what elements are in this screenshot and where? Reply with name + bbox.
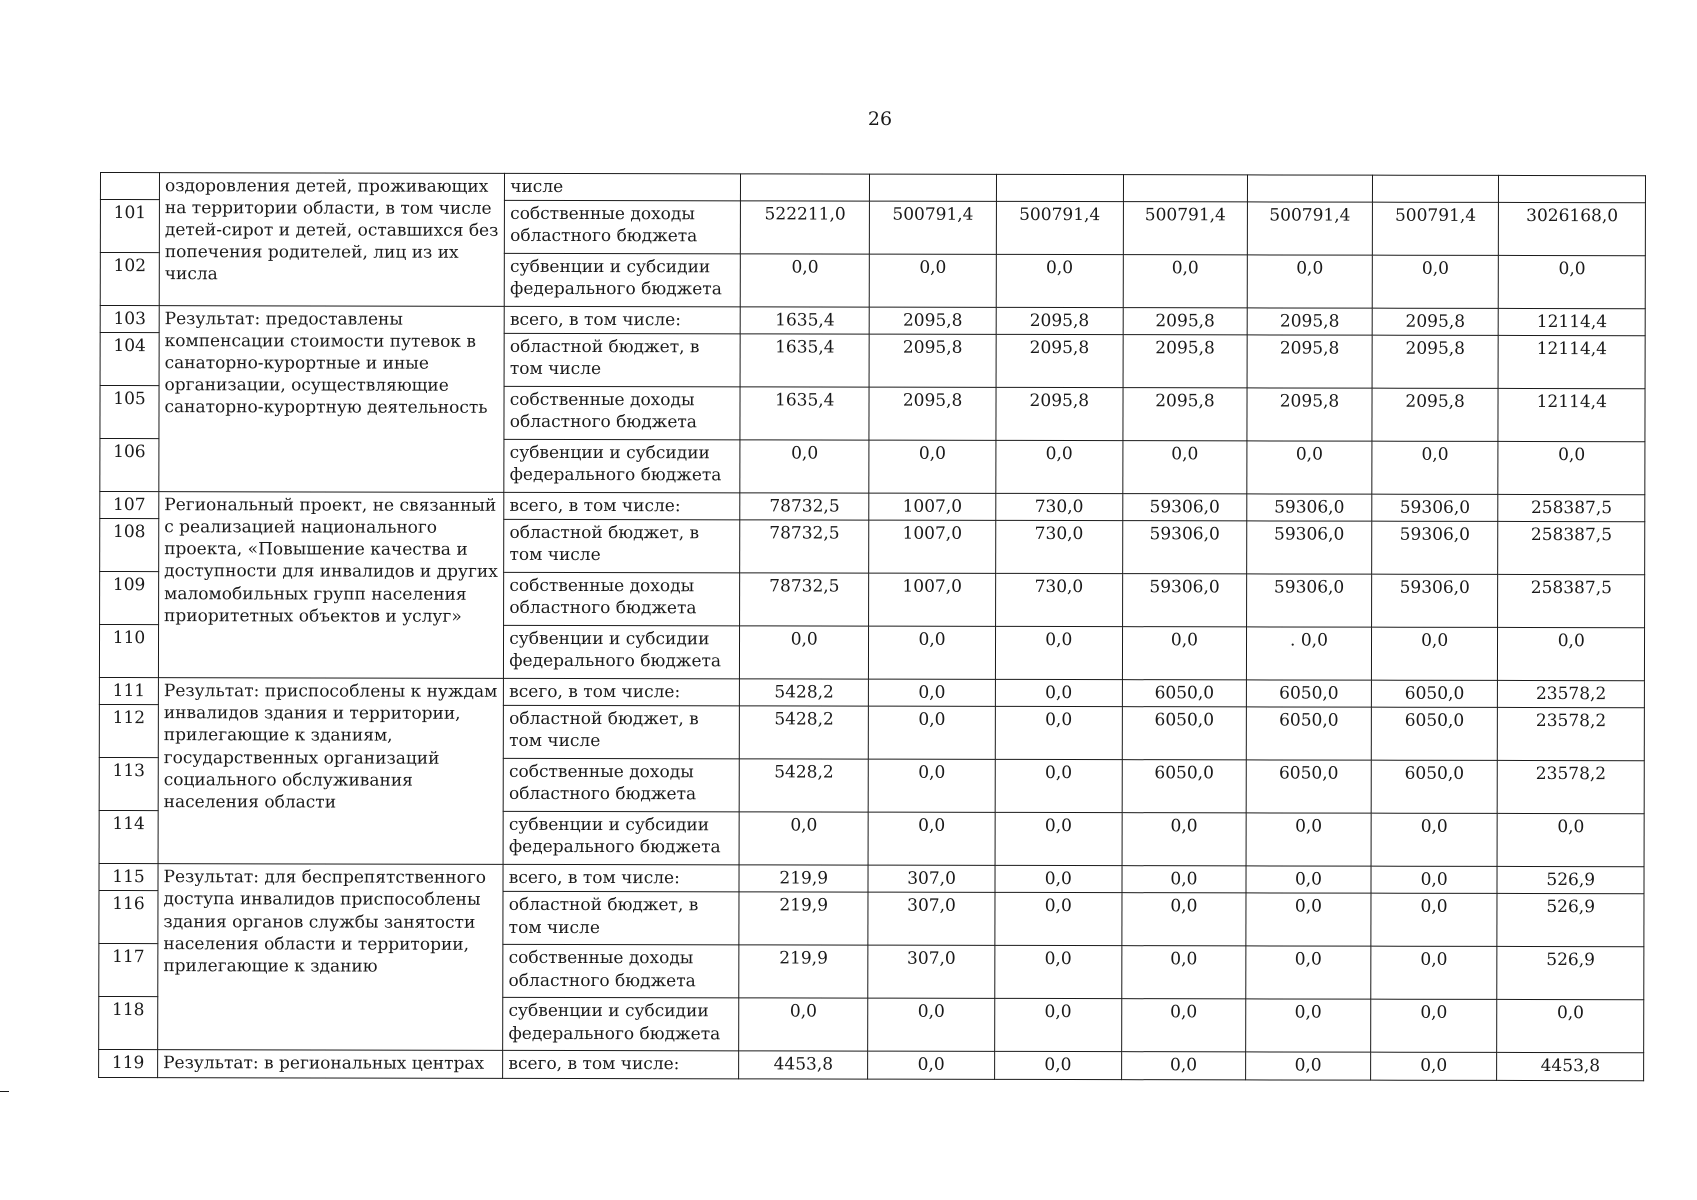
value-cell: 6050,0 <box>1246 760 1371 813</box>
value-cell: 4453,8 <box>739 1051 868 1078</box>
value-cell: 0,0 <box>1122 441 1247 494</box>
value-cell <box>996 174 1123 201</box>
row-number-cell: 111 <box>99 678 158 705</box>
row-number-cell: 104 <box>100 333 159 386</box>
funding-type-cell: всего, в том числе: <box>503 1051 739 1079</box>
value-cell: 0,0 <box>740 440 869 493</box>
value-cell: 1635,4 <box>740 387 869 440</box>
value-cell: 0,0 <box>868 706 995 759</box>
funding-type-cell: областной бюджет, в том числе <box>503 892 739 945</box>
value-cell: 500791,4 <box>1248 202 1373 255</box>
funding-type-cell: собственные доходы областного бюджета <box>504 387 740 440</box>
value-cell: 0,0 <box>1372 441 1499 494</box>
funding-type-cell: собственные доходы областного бюджета <box>504 573 740 626</box>
table-row <box>100 306 1645 336</box>
value-cell: 730,0 <box>995 574 1122 627</box>
funding-type-cell: областной бюджет, в том числе <box>504 334 740 387</box>
value-cell: 0,0 <box>1247 441 1372 494</box>
funding-type-cell: областной бюджет, в том числе <box>504 706 740 759</box>
value-cell: 522211,0 <box>741 201 870 254</box>
row-number-cell: 115 <box>99 864 158 891</box>
value-cell: . 0,0 <box>1247 627 1372 680</box>
value-cell: 0,0 <box>740 254 869 307</box>
value-cell: 2095,8 <box>1247 335 1372 388</box>
value-cell: 307,0 <box>868 893 995 946</box>
value-cell: 0,0 <box>1371 814 1498 867</box>
value-cell: 0,0 <box>1121 946 1246 999</box>
value-cell <box>1248 175 1373 202</box>
value-cell: 0,0 <box>1247 255 1372 308</box>
row-description-cell: Региональный проект, не связанный с реализацией национального проекта, «Повышение качества и доступности для инвалидов и других маломобильных групп населения приоритетных объектов и услуг» <box>158 492 504 679</box>
table-row <box>99 678 1644 708</box>
value-cell: 2095,8 <box>1123 335 1248 388</box>
value-cell: 12114,4 <box>1499 336 1646 389</box>
value-cell: 2095,8 <box>869 387 996 440</box>
value-cell: 0,0 <box>1122 866 1247 893</box>
value-cell: 1635,4 <box>740 334 869 387</box>
value-cell: 0,0 <box>869 440 996 493</box>
value-cell: 0,0 <box>1498 814 1645 867</box>
value-cell <box>741 174 870 201</box>
value-cell: 0,0 <box>995 999 1122 1052</box>
value-cell: 3026168,0 <box>1499 203 1646 256</box>
value-cell: 0,0 <box>740 626 869 679</box>
funding-type-cell: субвенции и субсидии федерального бюджета <box>504 626 740 679</box>
value-cell: 59306,0 <box>1122 574 1247 627</box>
value-cell <box>870 174 997 201</box>
value-cell: 0,0 <box>1499 256 1646 309</box>
value-cell: 0,0 <box>1121 1052 1246 1079</box>
funding-type-cell: собственные доходы областного бюджета <box>503 945 739 998</box>
value-cell: 0,0 <box>868 999 995 1052</box>
value-cell: 1007,0 <box>869 520 996 573</box>
value-cell: 0,0 <box>1370 1053 1497 1080</box>
row-description-cell: оздоровления детей, проживающих на территории области, в том числе детей-сирот и детей, оставшихся без попечения родителей, лиц из их числа <box>159 173 505 307</box>
value-cell: 500791,4 <box>870 201 997 254</box>
value-cell: 0,0 <box>868 812 995 865</box>
value-cell: 0,0 <box>1372 255 1499 308</box>
value-cell: 0,0 <box>869 254 996 307</box>
value-cell: 0,0 <box>1371 627 1498 680</box>
value-cell: 0,0 <box>995 760 1122 813</box>
value-cell <box>1499 175 1646 202</box>
value-cell: 6050,0 <box>1247 680 1372 707</box>
value-cell: 219,9 <box>739 892 868 945</box>
value-cell: 59306,0 <box>1247 521 1372 574</box>
value-cell: 5428,2 <box>740 679 869 706</box>
table-row <box>100 492 1645 522</box>
funding-type-cell: областной бюджет, в том числе <box>504 520 740 573</box>
funding-type-cell: всего, в том числе: <box>504 679 740 707</box>
value-cell: 0,0 <box>995 1052 1122 1079</box>
table-row <box>99 864 1644 894</box>
value-cell: 219,9 <box>739 865 868 892</box>
value-cell: 0,0 <box>1497 1000 1644 1053</box>
value-cell: 0,0 <box>995 946 1122 999</box>
value-cell: 2095,8 <box>1372 388 1499 441</box>
value-cell: 0,0 <box>1122 627 1247 680</box>
value-cell: 0,0 <box>1371 867 1498 894</box>
row-number-cell: 116 <box>99 891 158 944</box>
value-cell: 526,9 <box>1497 947 1644 1000</box>
row-number-cell: 101 <box>100 200 159 253</box>
value-cell: 0,0 <box>995 680 1122 707</box>
value-cell: 23578,2 <box>1498 761 1645 814</box>
row-number-cell: 108 <box>100 519 159 572</box>
value-cell: 59306,0 <box>1247 494 1372 521</box>
row-number-cell <box>100 173 159 200</box>
value-cell: 23578,2 <box>1498 681 1645 708</box>
value-cell: 6050,0 <box>1371 761 1498 814</box>
funding-type-cell: всего, в том числе: <box>504 493 740 521</box>
value-cell: 59306,0 <box>1247 574 1372 627</box>
value-cell: 12114,4 <box>1498 389 1645 442</box>
value-cell: 0,0 <box>739 998 868 1051</box>
value-cell: 2095,8 <box>869 307 996 334</box>
value-cell: 0,0 <box>1123 255 1248 308</box>
table-row <box>99 1050 1644 1080</box>
value-cell: 0,0 <box>1122 813 1247 866</box>
row-number-cell: 117 <box>99 944 158 997</box>
row-number-cell: 118 <box>99 997 158 1050</box>
row-number-cell: 113 <box>99 758 158 811</box>
value-cell: 0,0 <box>868 759 995 812</box>
row-number-cell: 102 <box>100 253 159 306</box>
value-cell: 2095,8 <box>1123 308 1248 335</box>
value-cell: 2095,8 <box>996 388 1123 441</box>
value-cell: 6050,0 <box>1122 760 1247 813</box>
value-cell <box>1123 175 1248 202</box>
value-cell: 59306,0 <box>1371 574 1498 627</box>
value-cell: 0,0 <box>995 813 1122 866</box>
value-cell: 0,0 <box>995 627 1122 680</box>
value-cell: 0,0 <box>995 707 1122 760</box>
row-number-cell: 110 <box>99 625 158 678</box>
value-cell: 0,0 <box>868 1052 995 1079</box>
value-cell: 6050,0 <box>1371 708 1498 761</box>
value-cell: 258387,5 <box>1498 522 1645 575</box>
table-row <box>100 173 1645 203</box>
value-cell: 258387,5 <box>1498 495 1645 522</box>
value-cell: 6050,0 <box>1246 707 1371 760</box>
value-cell: 1635,4 <box>740 307 869 334</box>
value-cell: 59306,0 <box>1371 521 1498 574</box>
value-cell: 0,0 <box>995 893 1122 946</box>
value-cell: 219,9 <box>739 945 868 998</box>
value-cell: 6050,0 <box>1122 680 1247 707</box>
row-description-cell: Результат: в региональных центрах <box>158 1050 503 1078</box>
value-cell: 2095,8 <box>996 307 1123 334</box>
value-cell: 0,0 <box>1121 999 1246 1052</box>
row-number-cell: 109 <box>100 572 159 625</box>
funding-type-cell: всего, в том числе: <box>504 306 740 334</box>
funding-type-cell: собственные доходы областного бюджета <box>503 759 739 812</box>
value-cell: 2095,8 <box>1123 388 1248 441</box>
value-cell: 0,0 <box>1498 442 1645 495</box>
value-cell: 5428,2 <box>739 759 868 812</box>
value-cell: 0,0 <box>996 441 1123 494</box>
value-cell: 0,0 <box>1246 813 1371 866</box>
row-number-cell: 112 <box>99 705 158 758</box>
value-cell: 0,0 <box>1246 893 1371 946</box>
value-cell: 2095,8 <box>1372 335 1499 388</box>
value-cell: 12114,4 <box>1499 309 1646 336</box>
value-cell: 730,0 <box>996 521 1123 574</box>
value-cell: 23578,2 <box>1498 708 1645 761</box>
row-description-cell: Результат: приспособлены к нуждам инвалидов здания и территории, прилегающие к зданиям, государственных организаций социального обслуживания населения области <box>158 678 504 865</box>
value-cell: 2095,8 <box>996 335 1123 388</box>
funding-type-cell: субвенции и субсидии федерального бюджета <box>503 812 739 865</box>
funding-type-cell: всего, в том числе: <box>503 865 739 893</box>
row-number-cell: 103 <box>100 306 159 333</box>
funding-type-cell: числе <box>505 173 741 201</box>
value-cell: 0,0 <box>739 812 868 865</box>
value-cell: 2095,8 <box>1372 308 1499 335</box>
row-number-cell: 119 <box>99 1050 158 1077</box>
row-description-cell: Результат: предоставлены компенсации стоимости путевок в санаторно-курортные и иные организации, осуществляющие санаторно-курортную деятельность <box>159 306 505 493</box>
value-cell: 2095,8 <box>1247 308 1372 335</box>
value-cell: 730,0 <box>996 494 1123 521</box>
value-cell: 6050,0 <box>1371 680 1498 707</box>
value-cell: 500791,4 <box>1123 202 1248 255</box>
value-cell: 0,0 <box>869 679 996 706</box>
value-cell: 0,0 <box>1371 894 1498 947</box>
row-number-cell: 106 <box>100 439 159 492</box>
value-cell: 5428,2 <box>740 706 869 759</box>
value-cell: 0,0 <box>1246 866 1371 893</box>
funding-type-cell: субвенции и субсидии федерального бюджета <box>504 253 740 306</box>
value-cell: 307,0 <box>868 865 995 892</box>
value-cell: 500791,4 <box>1372 202 1499 255</box>
page-number: 26 <box>867 108 893 130</box>
value-cell: 78732,5 <box>740 573 869 626</box>
value-cell: 0,0 <box>1246 946 1371 999</box>
budget-table <box>98 172 1646 1081</box>
value-cell: 0,0 <box>1371 947 1498 1000</box>
value-cell: 0,0 <box>1370 1000 1497 1053</box>
value-cell: 526,9 <box>1497 894 1644 947</box>
row-number-cell: 107 <box>100 492 159 519</box>
margin-mark <box>0 1091 9 1092</box>
funding-type-cell: субвенции и субсидии федерального бюджета <box>504 440 740 493</box>
value-cell: 2095,8 <box>1247 388 1372 441</box>
value-cell: 78732,5 <box>740 493 869 520</box>
value-cell: 0,0 <box>995 866 1122 893</box>
value-cell: 258387,5 <box>1498 575 1645 628</box>
value-cell: 59306,0 <box>1372 494 1499 521</box>
value-cell: 1007,0 <box>869 493 996 520</box>
value-cell: 2095,8 <box>869 334 996 387</box>
value-cell: 0,0 <box>996 254 1123 307</box>
value-cell: 307,0 <box>868 946 995 999</box>
value-cell: 1007,0 <box>869 573 996 626</box>
value-cell: 59306,0 <box>1122 494 1247 521</box>
row-number-cell: 105 <box>100 386 159 439</box>
row-description-cell: Результат: для беспрепятственного доступа инвалидов приспособлены здания органов службы занятости населения области и территории, прилегающие к зданию <box>158 864 504 1051</box>
funding-type-cell: собственные доходы областного бюджета <box>505 200 741 253</box>
value-cell: 59306,0 <box>1122 521 1247 574</box>
value-cell: 0,0 <box>869 626 996 679</box>
value-cell: 0,0 <box>1246 999 1371 1052</box>
value-cell: 0,0 <box>1246 1052 1371 1079</box>
value-cell: 78732,5 <box>740 520 869 573</box>
value-cell: 0,0 <box>1122 893 1247 946</box>
value-cell: 500791,4 <box>996 201 1123 254</box>
value-cell: 0,0 <box>1498 628 1645 681</box>
row-number-cell: 114 <box>99 811 158 864</box>
value-cell: 6050,0 <box>1122 707 1247 760</box>
value-cell <box>1372 175 1499 202</box>
value-cell: 4453,8 <box>1497 1053 1644 1080</box>
value-cell: 526,9 <box>1497 867 1644 894</box>
funding-type-cell: субвенции и субсидии федерального бюджета <box>503 998 739 1051</box>
